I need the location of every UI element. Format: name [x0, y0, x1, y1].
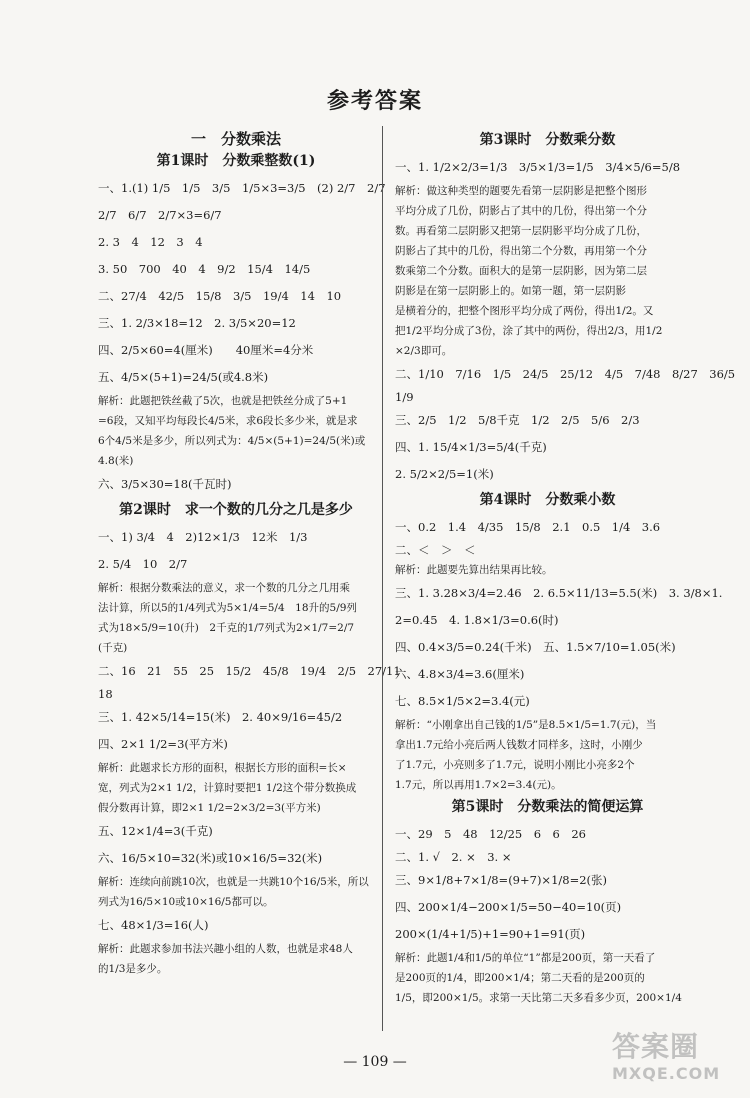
lesson3-answers	[395, 154, 736, 488]
answer-line: 五、12×1/4=3(千克)	[98, 824, 213, 838]
analysis-line: 法计算，所以5的1/4列式为5×1/4=5/4 18升的5/9列	[98, 602, 357, 614]
analysis-line: 4.8(米)	[98, 455, 134, 467]
page-title: 参考答案	[326, 88, 423, 114]
answer-line: 二、1. √ 2. × 3. ×	[395, 850, 512, 864]
right-column	[395, 128, 736, 1008]
answer-line: 2. 3 4 12 3 4	[98, 235, 203, 249]
answer-line: 六、16/5×10=32(米)或10×16/5=32(米)	[98, 851, 323, 865]
lesson3-title: 第3课时 分数乘分数	[479, 132, 616, 148]
analysis-line: 解析：此题要先算出结果再比较。	[395, 564, 553, 576]
lesson1-answers	[98, 175, 386, 498]
answer-line: 一、29 5 48 12/25 6 6 26	[395, 827, 586, 841]
analysis-line: 解析：做这种类型的题要先看第一层阴影是把整个图形	[395, 185, 647, 197]
analysis-line: 解析：连续向前跳10次，也就是一共跳10个16/5米，所以	[98, 876, 369, 888]
answer-line: 一、1.(1) 1/5 1/5 3/5 1/5×3=3/5 (2) 2/7 2/7	[98, 181, 386, 195]
analysis-line: 解析：根据分数乘法的意义，求一个数的几分之几用乘	[98, 582, 350, 594]
answer-line: 四、2/5×60=4(厘米) 40厘米=4分米	[98, 343, 314, 357]
analysis-line: 式为18×5/9=10(升) 2千克的1/7列式为2×1/7=2/7	[98, 622, 355, 634]
column-divider	[382, 126, 383, 1031]
analysis-line: 拿出1.7元给小亮后两人钱数才同样多，这时，小刚少	[395, 739, 643, 751]
analysis-line: ×2/3即可。	[395, 345, 453, 357]
analysis-line: =6段，又知平均每段长4/5米，求6段长多少米，就是求	[98, 415, 358, 427]
answer-line: 2/7 6/7 2/7×3=6/7	[98, 208, 222, 222]
answer-line: 2. 5/2×2/5=1(米)	[395, 467, 494, 481]
lesson2-title: 第2课时 求一个数的几分之几是多少	[119, 502, 353, 518]
analysis-line: 1.7元，所以再用1.7×2=3.4(元)。	[395, 779, 562, 791]
answer-line: 2=0.45 4. 1.8×1/3=0.6(时)	[395, 613, 559, 627]
answer-line: 一、0.2 1.4 4/35 15/8 2.1 0.5 1/4 3.6	[395, 520, 661, 534]
analysis-line: 列式为16/5×10或10×16/5都可以。	[98, 896, 274, 908]
answer-line: 二、＜ ＞ ＜	[395, 543, 476, 557]
analysis-line: 数。再看第二层阴影又把第一层阴影平均分成了几份，	[395, 225, 647, 237]
answer-line: 三、1. 42×5/14=15(米) 2. 40×9/16=45/2	[98, 710, 343, 724]
watermark-text: 答案圈	[612, 1030, 700, 1063]
analysis-line: 是200页的1/4，即200×1/4；第二天看的是200页的	[395, 972, 645, 984]
answer-line: 二、27/4 42/5 15/8 3/5 19/4 14 10	[98, 289, 342, 303]
answer-line: 七、8.5×1/5×2=3.4(元)	[395, 694, 530, 708]
analysis-line: 解析：“小刚拿出自己钱的1/5”是8.5×1/5=1.7(元)，当	[395, 719, 657, 731]
analysis-line: 假分数再计算，即2×1 1/2=2×3/2=3(平方米)	[98, 802, 321, 814]
answer-line: 四、2×1 1/2=3(平方米)	[98, 737, 228, 751]
analysis-line: 6个4/5米是多少，所以列式为：4/5×(5+1)=24/5(米)或	[98, 435, 366, 447]
lesson1-title: 第1课时 分数乘整数(1)	[156, 153, 316, 169]
answer-line: 四、1. 15/4×1/3=5/4(千克)	[395, 440, 547, 454]
analysis-line: 1/5，即200×1/5。求第一天比第二天多看多少页，200×1/4	[395, 992, 682, 1004]
left-column	[98, 128, 401, 979]
answer-line: 2. 5/4 10 2/7	[98, 557, 188, 571]
analysis-line: 把1/2平均分成了3份，涂了其中的两份，得出2/3，用1/2	[395, 325, 663, 337]
analysis-line: 阴影是在第一层阴影上的。如第一题，第一层阴影	[395, 285, 626, 297]
lesson5-title: 第5课时 分数乘法的简便运算	[451, 799, 644, 815]
answer-line: 七、48×1/3=16(人)	[98, 918, 209, 932]
answer-line: 二、1/10 7/16 1/5 24/5 25/12 4/5 7/48 8/27 36/5	[395, 367, 736, 381]
answer-line: 六、4.8×3/4=3.6(厘米)	[395, 667, 525, 681]
answer-line: 四、0.4×3/5=0.24(千米) 五、1.5×7/10=1.05(米)	[395, 640, 676, 654]
analysis-line: 平均分成了几份，阴影占了其中的几份，得出第一个分	[395, 205, 647, 217]
analysis-line: 数乘第二个分数。面积大的是第一层阴影，因为第二层	[395, 265, 647, 277]
answer-line: 三、1. 2/3×18=12 2. 3/5×20=12	[98, 316, 296, 330]
lesson4-answers	[395, 514, 723, 795]
answer-line: 3. 50 700 40 4 9/2 15/4 14/5	[98, 262, 311, 276]
unit-title: 一 分数乘法	[190, 130, 281, 148]
answer-line: 1/9	[395, 390, 414, 404]
analysis-line: 解析：此题把铁丝截了5次，也就是把铁丝分成了5+1	[98, 395, 348, 407]
answer-line: 二、16 21 55 25 15/2 45/8 19/4 2/5 27/11	[98, 664, 401, 678]
analysis-line: (千克)	[98, 642, 128, 654]
lesson2-answers	[98, 524, 401, 979]
answer-line: 六、3/5×30=18(千瓦时)	[98, 477, 232, 491]
answer-line: 三、1. 3.28×3/4=2.46 2. 6.5×11/13=5.5(米) 3. 3/8×1.	[395, 586, 723, 600]
analysis-line: 解析：此题求长方形的面积，根据长方形的面积=长×	[98, 762, 347, 774]
answer-line: 五、4/5×(5+1)=24/5(或4.8米)	[98, 370, 269, 384]
analysis-line: 了1.7元，小亮则多了1.7元，说明小刚比小亮多2个	[395, 759, 635, 771]
answer-line: 18	[98, 687, 113, 701]
analysis-line: 阴影占了其中的几份，得出第二个分数，再用第一个分	[395, 245, 647, 257]
analysis-line: 的1/3是多少。	[98, 963, 168, 975]
answer-line: 一、1) 3/4 4 2)12×1/3 12米 1/3	[98, 530, 308, 544]
answer-line: 四、200×1/4−200×1/5=50−40=10(页)	[395, 900, 622, 914]
watermark-url: MXQE.COM	[612, 1064, 721, 1083]
watermark-logo	[612, 1030, 740, 1094]
page-number: — 109 —	[343, 1054, 407, 1070]
analysis-line: 是横着分的，把整个图形平均分成了两份，得出1/2。又	[395, 305, 654, 317]
answer-line: 三、2/5 1/2 5/8千克 1/2 2/5 5/6 2/3	[395, 413, 640, 427]
answer-line: 三、9×1/8+7×1/8=(9+7)×1/8=2(张)	[395, 873, 608, 887]
answer-line: 一、1. 1/2×2/3=1/3 3/5×1/3=1/5 3/4×5/6=5/8	[395, 160, 681, 174]
analysis-line: 宽，列式为2×1 1/2，计算时要把1 1/2这个带分数换成	[98, 782, 357, 794]
answer-line: 200×(1/4+1/5)+1=90+1=91(页)	[395, 927, 586, 941]
analysis-line: 解析：此题1/4和1/5的单位“1”都是200页，第一天看了	[395, 952, 656, 964]
analysis-line: 解析：此题求参加书法兴趣小组的人数，也就是求48人	[98, 943, 353, 955]
lesson5-answers	[395, 821, 700, 1008]
lesson4-title: 第4课时 分数乘小数	[479, 492, 616, 508]
